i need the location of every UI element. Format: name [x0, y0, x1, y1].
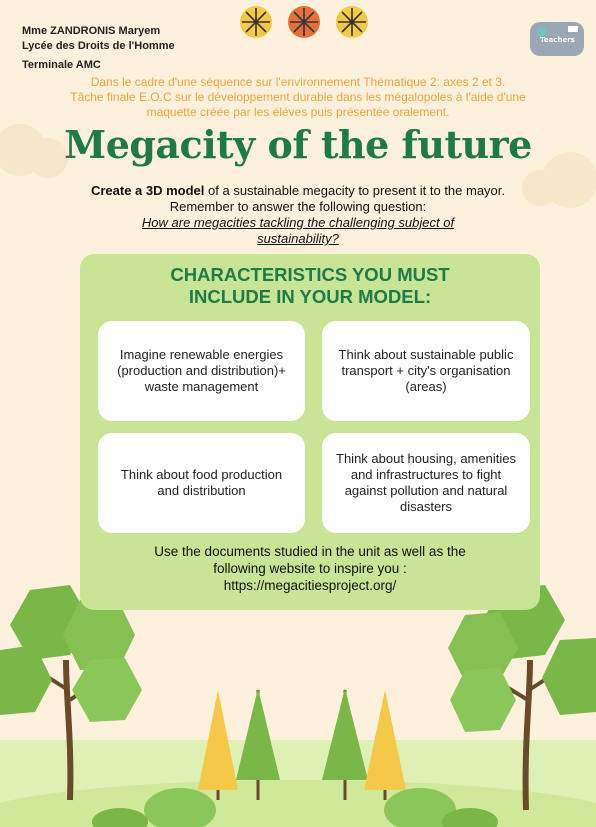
- resources-link[interactable]: https://megacitiesproject.org/: [223, 578, 397, 593]
- task-bold: Create a 3D model: [90, 183, 205, 198]
- author-name: Mme ZANDRONIS Maryem: [22, 25, 161, 37]
- sun-icons: [240, 6, 368, 38]
- logo-text: Teachers: [540, 36, 575, 44]
- panel-heading: [80, 264, 540, 308]
- panel-heading-line-1: CHARACTERISTICS YOU MUST: [170, 264, 450, 285]
- resources-line-2: following website to inspire you :: [213, 561, 407, 576]
- intro-text: [30, 75, 566, 120]
- resources-text: [80, 543, 540, 594]
- teachers-logo: [528, 16, 586, 62]
- task-line-2: Remember to answer the following question:: [169, 199, 427, 214]
- page-title: Megacity of the future: [64, 122, 532, 167]
- task-text: [40, 183, 556, 247]
- card-transport: Think about sustainable public transport + city's organisation (areas): [322, 321, 530, 421]
- panel-heading-line-2: INCLUDE IN YOUR MODEL:: [188, 286, 432, 307]
- intro-line-3: maquette créée par les élèves puis présentée oralement.: [146, 105, 450, 119]
- intro-line-2: Tâche finale E.O.C sur le développement durable dans les mégalopoles à l'aide d'une: [70, 90, 526, 104]
- question-line-1: How are megacities tackling the challenging subject of: [141, 215, 455, 230]
- question-line-2: sustainability?: [257, 231, 339, 246]
- card-energy: Imagine renewable energies (production and distribution)+ waste management: [98, 321, 305, 421]
- author-school: Lycée des Droits de l'Homme: [22, 40, 175, 52]
- task-rest: of a sustainable megacity to present it to the mayor.: [204, 183, 506, 198]
- resources-line-1: Use the documents studied in the unit as well as the: [154, 544, 466, 559]
- card-food: Think about food production and distribution: [98, 433, 305, 533]
- author-block: [22, 24, 175, 73]
- author-class: Terminale AMC: [22, 59, 101, 71]
- intro-line-1: Dans le cadre d'une séquence sur l'environnement Thématique 2: axes 2 et 3.: [90, 75, 506, 89]
- card-housing: Think about housing, amenities and infrastructures to fight against pollution and natural disasters: [322, 433, 530, 533]
